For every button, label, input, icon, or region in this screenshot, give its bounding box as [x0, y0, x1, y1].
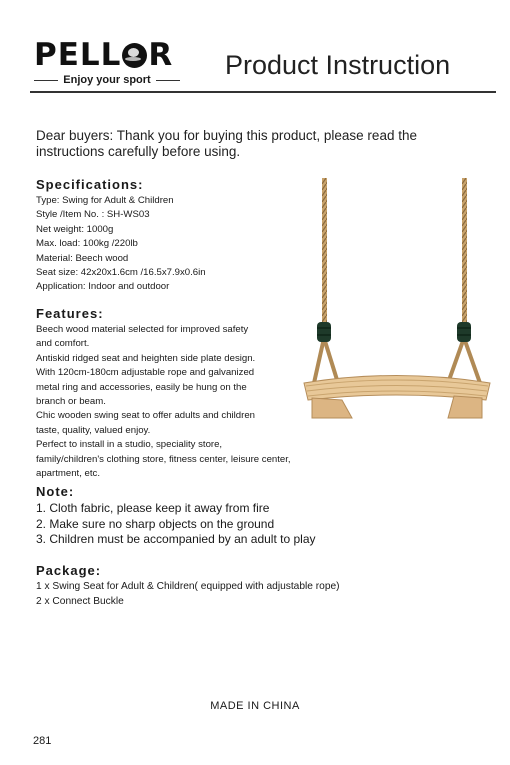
note-section [36, 484, 356, 548]
feature-line: Antiskid ridged seat and heighten side plate design. [36, 352, 256, 364]
brand-name-suffix: R [148, 37, 174, 73]
page-number: 281 [33, 735, 52, 747]
features-heading: Features: [36, 306, 104, 321]
note-line: 2. Make sure no sharp objects on the ground [36, 516, 275, 531]
tagline-rule-right [156, 80, 180, 81]
tagline-rule-left [34, 80, 58, 81]
spec-line: Net weight: 1000g [36, 223, 114, 235]
globe-icon [122, 43, 147, 68]
feature-line: Perfect to install in a studio, speciality store, [36, 439, 223, 451]
spec-line: Type: Swing for Adult & Children [36, 195, 174, 206]
package-line: 1 x Swing Seat for Adult & Children( equipped with adjustable rope) [36, 581, 340, 592]
brand-tagline [34, 74, 180, 86]
brand-logo [34, 38, 180, 86]
feature-line: With 120cm-180cm adjustable rope and galvanized [36, 367, 255, 379]
left-rope [314, 178, 338, 383]
spec-line: Max. load: 100kg /220lb [36, 238, 138, 250]
rope-grip-left [317, 322, 331, 342]
spec-line: Application: Indoor and outdoor [36, 281, 170, 293]
made-in-label: MADE IN CHINA [210, 700, 300, 712]
rope-grip-right [457, 322, 471, 342]
feature-line: family/children's clothing store, fitness center, leisure center, [36, 453, 291, 465]
header-divider [30, 91, 496, 93]
spec-line: Style /Item No. : SH-WS03 [36, 209, 150, 221]
feature-line: taste, quality, valued enjoy. [36, 424, 151, 436]
package-line: 2 x Connect Buckle [36, 595, 124, 607]
package-section [36, 563, 356, 609]
feature-line: branch or beam. [36, 396, 106, 408]
feature-line: apartment, etc. [36, 468, 100, 480]
note-line: 3. Children must be accompanied by an adult to play [36, 532, 316, 546]
spec-line: Seat size: 42x20x1.6cm /16.5x7.9x0.6in [36, 267, 206, 279]
feature-line: Beech wood material selected for improved safety [36, 324, 249, 335]
feature-line: and comfort. [36, 338, 90, 350]
wooden-seat [304, 376, 490, 419]
brand-name: PELL [34, 37, 122, 73]
specifications-heading: Specifications: [36, 177, 144, 192]
feature-line: Chic wooden swing seat to offer adults and children [36, 410, 256, 422]
feature-line: metal ring and accessories, easily be hung on the [36, 381, 247, 393]
spec-line: Material: Beech wood [36, 252, 129, 264]
right-rope [448, 178, 480, 383]
intro-text: Dear buyers: Thank you for buying this product, please read the instructions carefully before using. [36, 128, 417, 159]
page-title: Product Instruction [225, 50, 451, 80]
tagline-text: Enjoy your sport [63, 74, 151, 86]
package-heading: Package: [36, 563, 102, 578]
swing-product-image [298, 178, 498, 428]
brand-wordmark [34, 38, 180, 72]
note-line: 1. Cloth fabric, please keep it away from fire [36, 501, 270, 515]
note-heading: Note: [36, 484, 75, 499]
